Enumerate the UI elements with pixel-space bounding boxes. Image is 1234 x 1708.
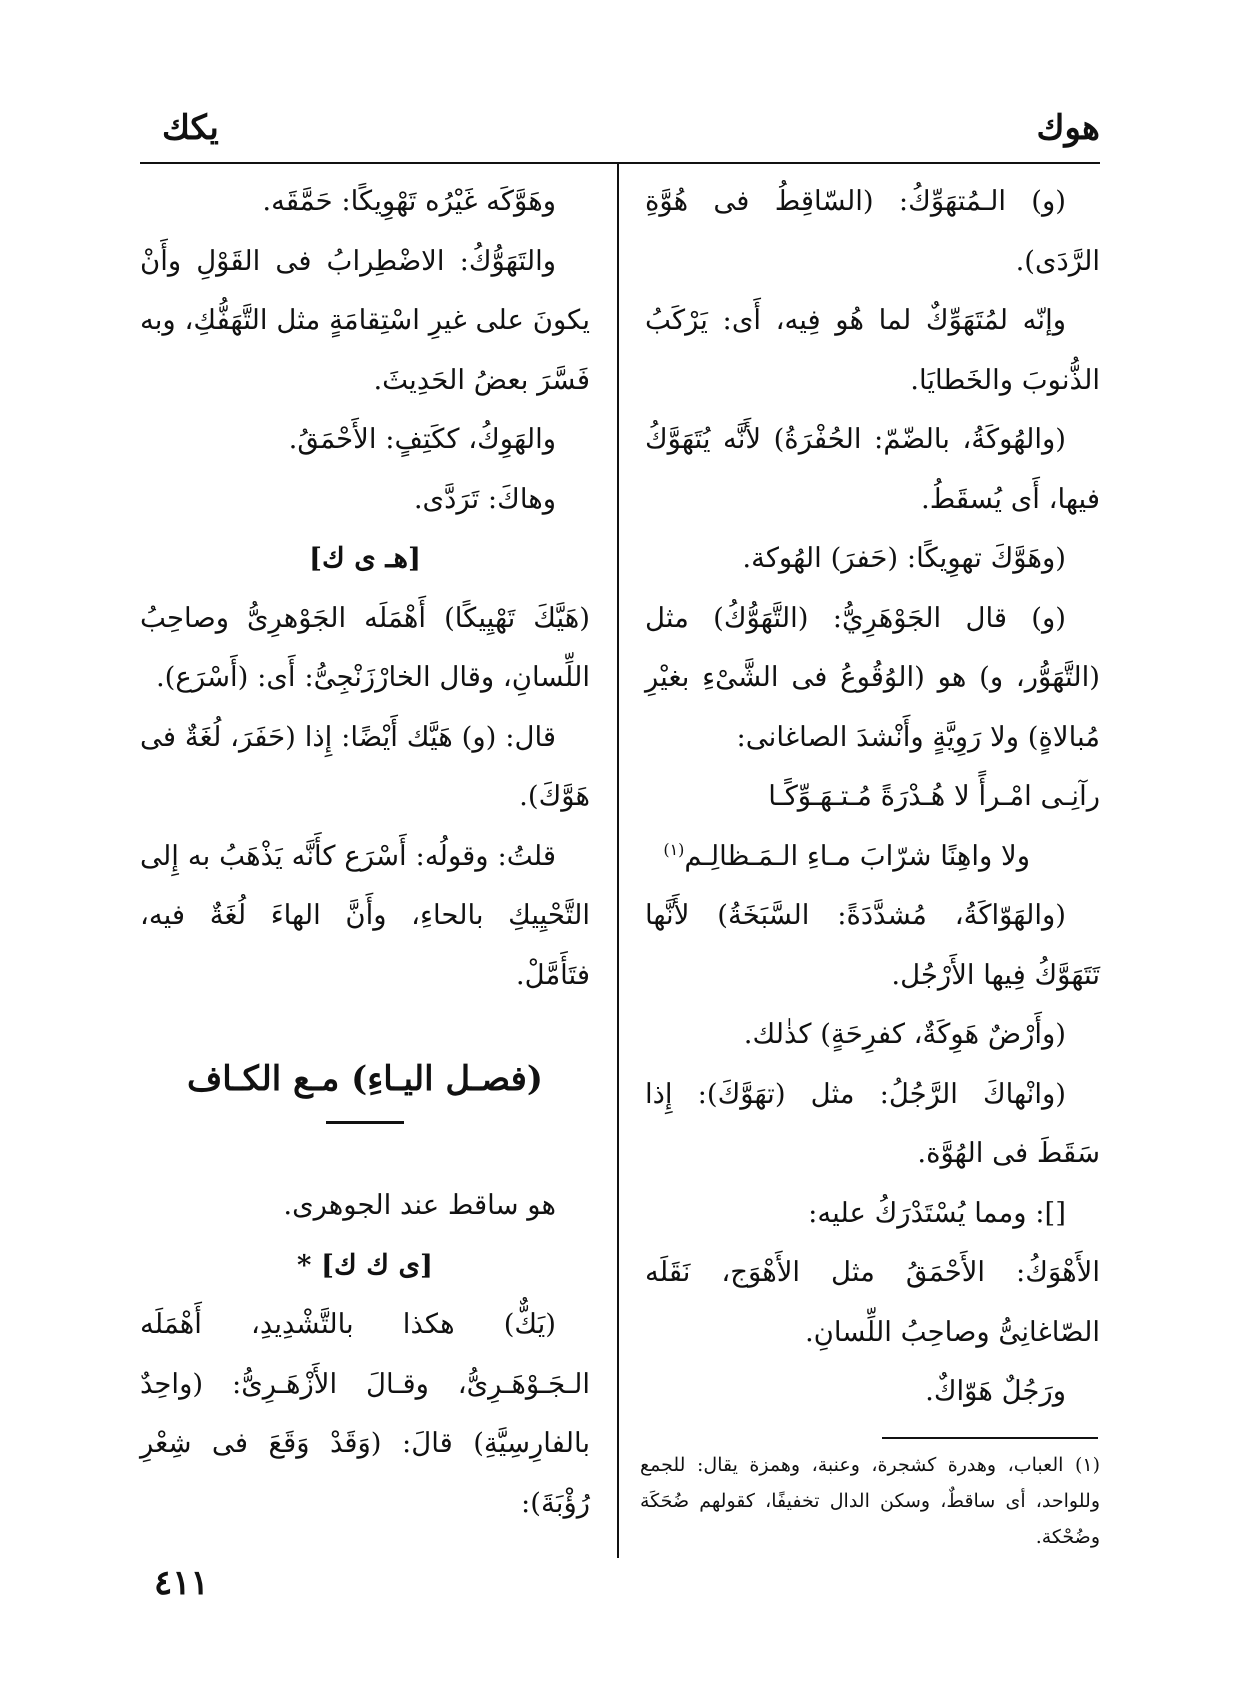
footnote-rule xyxy=(882,1437,1098,1439)
paragraph: (يَكٌّ) هكذا بالتَّشْدِيدِ، أَهْمَلَه الـجَـوْهَـرِىُّ، وقـالَ الأَزْهَـرِىُّ: (واحِدٌ بالفارِسِيَّةِ) قالَ: (وَقَدْ وَقَعَ فى شِعْرِ رُؤْبَةَ): xyxy=(140,1308,590,1519)
right-column xyxy=(645,172,1100,1422)
paragraph: (والهَوّاكَةُ، مُشدَّدَةً: السَّبَخَةُ) لأَنَّها تَتَهَوَّكُ فِيها الأَرْجُل. xyxy=(645,899,1100,991)
footnote-mark: (١) xyxy=(663,839,685,859)
paragraph: (وانْهاكَ الرَّجُلُ: مثل (تهَوَّكَ): إِذا سَقَطَ فى الهُوَّة. xyxy=(645,1077,1100,1169)
paragraph: الأَهْوَكُ: الأَحْمَقُ مثل الأَهْوَج، نَقَلَه الصّاغانِىُّ وصاحِبُ اللِّسانِ. xyxy=(645,1256,1100,1348)
poem-line-2-text: ولا واهِنًا شرّابَ مـاءِ الـمَـظالِـم xyxy=(684,839,1030,872)
paragraph: وهَوَّكَه غَيْرُه تَهْوِيكًا: حَمَّقَه. xyxy=(262,185,556,217)
running-header-left: يكك xyxy=(162,108,219,148)
section-heading: (فصـل اليـاءِ) مـع الكـاف xyxy=(187,1059,543,1099)
poem-line-1: رآنِـى امْـرأً لا هُـدْرَةً مُـتـهَـوِّكًـا xyxy=(768,780,1100,812)
paragraph: (وهَوَّكَ تهوِيكًا: (حَفرَ) الهُوكة. xyxy=(742,542,1066,574)
paragraph: وهاكَ: تَرَدَّى. xyxy=(413,482,556,515)
paragraph: والتَهَوُّكُ: الاضْطِرابُ فى القَوْلِ وأَنْ يكونَ على غيرِ اسْتِقامَةٍ مثل التَّهَفُّكِ، وبه فَسَّرَ بعضُ الحَدِيثَ. xyxy=(140,244,590,396)
paragraph: ورَجُلٌ هَوّاكٌ. xyxy=(925,1375,1066,1407)
running-header-right: هوك xyxy=(1036,108,1100,148)
entry-head-ykk: [ى ك ك] * xyxy=(297,1248,433,1281)
paragraph: (و) قال الجَوْهَرِيُّ: (التَّهَوُّكُ) مثل (التَّهَوُّر، و) هو (الوُقُوعُ فى الشَّىْءِ بغيْرِ مُبالاةٍ) ولا رَوِيَّةٍ وأَنْشدَ الصاغانى: xyxy=(645,601,1100,753)
paragraph: قال: (و) هَيَّك أَيْضًا: إِذا (حَفَرَ، لُغَةٌ فى هَوَّكَ). xyxy=(140,720,590,812)
paragraph: وإنّه لمُتَهَوِّكٌ لما هُو فِيه، أَى: يَرْكَبُ الذُّنوبَ والخَطايَا. xyxy=(645,304,1100,396)
paragraph: (هَيَّكَ تَهْيِيكًا) أَهْمَلَه الجَوْهرِىُّ وصاحِبُ اللِّسانِ، وقال الخارْزَنْجِىُّ: أَى: (أَسْرَع). xyxy=(140,601,590,693)
header-rule xyxy=(140,162,1100,164)
footnote-text: (١) العباب، وهدرة كشجرة، وعنبة، وهمزة يقال: للجمع وللواحد، أى ساقطٌ، وسكن الدال تخفيفًا، كقولهم ضُحَكَة وضُحْكة. xyxy=(640,1454,1100,1548)
column-divider xyxy=(617,164,619,1558)
paragraph: (وأَرْضٌ هَوِكَةٌ، كفرِحَةٍ) كذٰلك. xyxy=(743,1018,1066,1050)
poem-line-2 xyxy=(645,827,1100,887)
paragraph: قلتُ: وقولُه: أَسْرَع كأَنَّه يَذْهَبُ به إِلى التَّحْيِيكِ بالحاءِ، وأَنَّ الهاءَ لُغَةٌ فيه، فتَأَمَّلْ. xyxy=(140,839,590,991)
left-column xyxy=(140,172,590,1533)
section-note: هو ساقط عند الجوهرى. xyxy=(283,1189,556,1221)
footnote xyxy=(640,1447,1100,1555)
paragraph: والهَوِكُ، ككَتِفٍ: الأَحْمَقُ. xyxy=(288,423,556,455)
entry-head-hyk: [هـ ى ك] xyxy=(309,542,421,574)
section-heading-rule xyxy=(326,1121,404,1124)
paragraph: (و) الـمُتهَوِّكُ: (السّاقِطُ فى هُوَّةِ الرَّدَى). xyxy=(645,185,1100,277)
page-number: ٤١١ xyxy=(154,1563,209,1603)
paragraph: []: ومما يُسْتَدْرَكُ عليه: xyxy=(808,1196,1066,1229)
paragraph: (والهُوكَةُ، بالضّمّ: الحُفْرَةُ) لأَنَّه يُتَهَوَّكُ فيها، أَى يُسقَطُ. xyxy=(645,423,1100,515)
